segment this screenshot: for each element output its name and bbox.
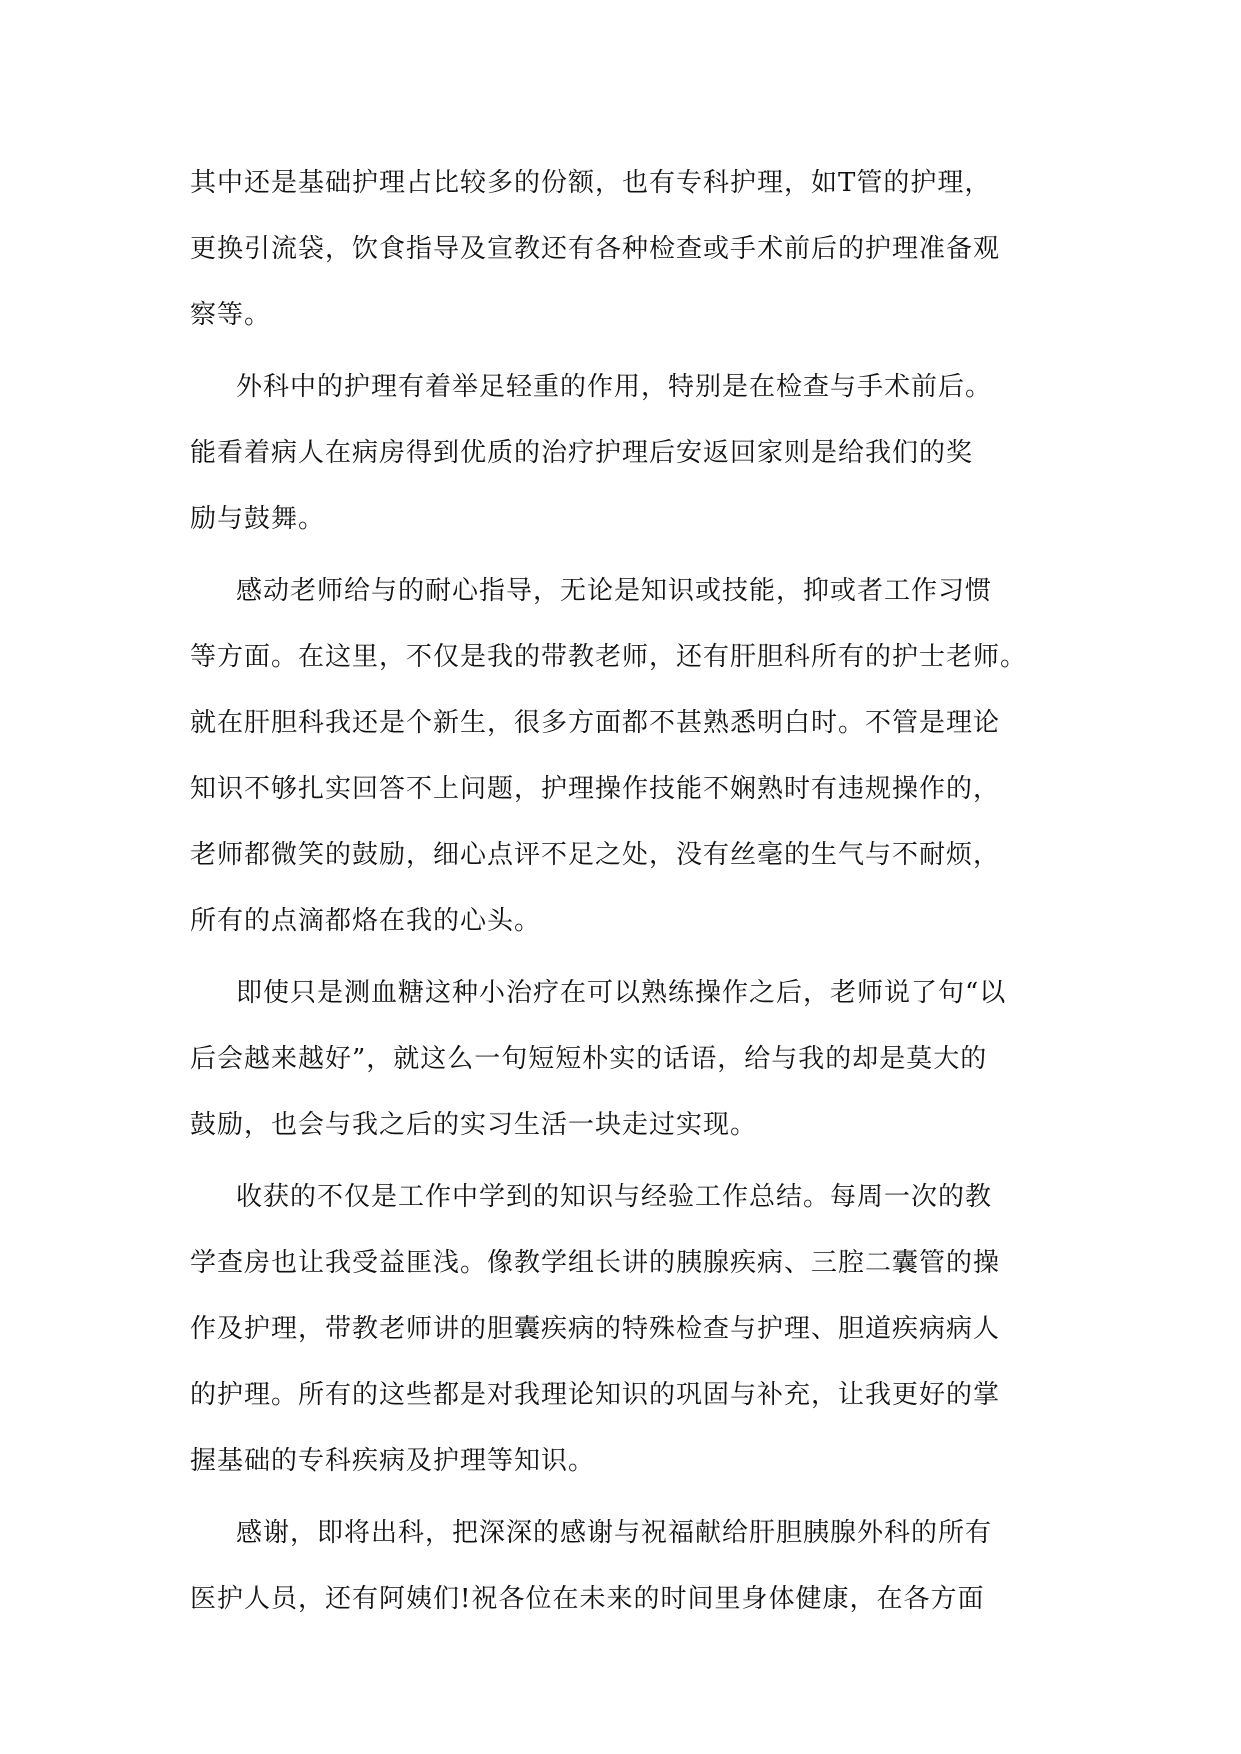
- text-line: 感动老师给与的耐心指导，无论是知识或技能，抑或者工作习惯: [236, 576, 993, 606]
- text-line: 外科中的护理有着举足轻重的作用，特别是在检查与手术前后。: [236, 372, 993, 402]
- text-line: 老师都微笑的鼓励，细心点评不足之处，没有丝毫的生气与不耐烦，: [190, 840, 1001, 870]
- paragraph-1: [190, 150, 1070, 348]
- text-line: 后会越来越好”，就这么一句短短朴实的话语，给与我的却是莫大的: [190, 1044, 988, 1074]
- text-line: 学查房也让我受益匪浅。像教学组长讲的胰腺疾病、三腔二囊管的操: [190, 1248, 1001, 1278]
- paragraph-5: [190, 1164, 1070, 1494]
- paragraph-3: [190, 558, 1070, 954]
- text-line: 能看着病人在病房得到优质的治疗护理后安返回家则是给我们的奖: [190, 438, 974, 468]
- text-line: 收获的不仅是工作中学到的知识与经验工作总结。每周一次的教: [236, 1182, 993, 1212]
- text-line: 知识不够扎实回答不上问题，护理操作技能不娴熟时有违规操作的，: [190, 774, 1001, 804]
- paragraph-4: [190, 960, 1070, 1158]
- text-line: 鼓励，也会与我之后的实习生活一块走过实现。: [190, 1110, 758, 1140]
- text-line: 就在肝胆科我还是个新生，很多方面都不甚熟悉明白时。不管是理论: [190, 708, 1001, 738]
- document-page: [190, 150, 1070, 1638]
- text-line: 更换引流袋，饮食指导及宣教还有各种检查或手术前后的护理准备观: [190, 234, 1001, 264]
- text-line: 握基础的专科疾病及护理等知识。: [190, 1446, 596, 1476]
- text-line: 即使只是测血糖这种小治疗在可以熟练操作之后，老师说了句“以: [236, 978, 1007, 1008]
- text-line: 励与鼓舞。: [190, 504, 326, 534]
- text-line: 的护理。所有的这些都是对我理论知识的巩固与补充，让我更好的掌: [190, 1380, 1001, 1410]
- paragraph-6: [190, 1500, 1070, 1632]
- paragraph-2: [190, 354, 1070, 552]
- text-line: 其中还是基础护理占比较多的份额，也有专科护理，如T管的护理，: [190, 168, 992, 198]
- text-line: 医护人员，还有阿姨们!祝各位在未来的时间里身体健康，在各方面: [190, 1584, 985, 1614]
- text-line: 作及护理，带教老师讲的胆囊疾病的特殊检查与护理、胆道疾病病人: [190, 1314, 1001, 1344]
- text-line: 等方面。在这里，不仅是我的带教老师，还有肝胆科所有的护士老师。: [190, 642, 1028, 672]
- text-line: 察等。: [190, 300, 272, 330]
- text-line: 感谢，即将出科，把深深的感谢与祝福献给肝胆胰腺外科的所有: [236, 1518, 993, 1548]
- text-line: 所有的点滴都烙在我的心头。: [190, 906, 542, 936]
